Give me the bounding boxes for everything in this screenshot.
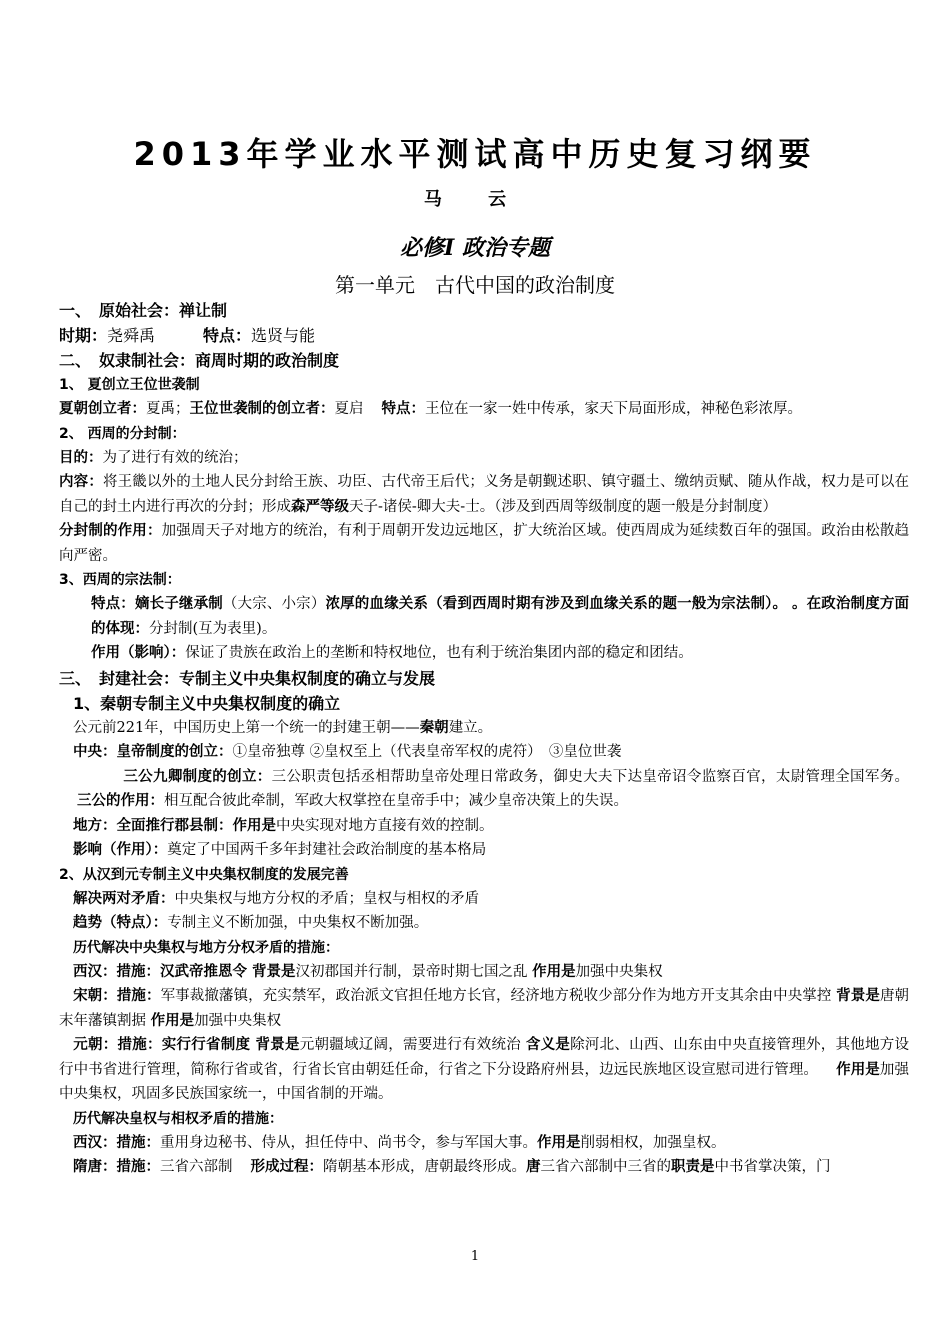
subheading: 2、 西周的分封制： <box>59 425 186 442</box>
label: 宋朝：措施： <box>73 988 161 1004</box>
paragraph <box>59 838 909 863</box>
text: 选贤与能 <box>251 326 316 345</box>
text: 元朝疆域辽阔，需要进行有效统治 <box>299 1037 521 1053</box>
text: 相互配合彼此牵制，军政大权掌控在皇帝手中；减少皇帝决策上的失误。 <box>164 793 628 809</box>
text: 重用身边秘书、侍从，担任侍中、尚书令，参与军国大事。 <box>160 1134 537 1151</box>
label: 西汉：措施： <box>73 1134 160 1151</box>
paragraph <box>59 740 909 765</box>
text: 中央集权与地方分权的矛盾；皇权与相权的矛盾 <box>174 890 479 907</box>
text: 唐朝末年藩镇割据 <box>59 988 910 1029</box>
paragraph <box>59 1155 909 1180</box>
paragraph <box>59 960 909 985</box>
text: 夏禹； <box>146 401 190 417</box>
label: 特点： <box>381 401 425 417</box>
heading-slave-society: 二、 奴隶制社会：商周时期的政治制度 <box>59 351 340 370</box>
emphasis: 森严等级 <box>291 498 349 515</box>
text: 建立。 <box>448 719 493 736</box>
paragraph <box>59 716 909 741</box>
label: 西汉：措施：汉武帝推恩令 背景是 <box>73 963 296 980</box>
label: 元朝：措施：实行行省制度 背景是 <box>73 1037 300 1053</box>
paragraph <box>59 911 909 936</box>
text: 王位在一家一姓中传承，家天下局面形成，神秘色彩浓厚。 <box>425 401 802 417</box>
label: 作用（影响）： <box>91 645 186 661</box>
document-title: 2013年学业水平测试高中历史复习纲要 <box>133 135 817 173</box>
text: 加强周天子对地方的统治，有利于周朝开发边远地区，扩大统治区域。使西周成为延续数百年的强国。政治由松散趋向严密。 <box>59 523 909 564</box>
document-body <box>59 298 909 1180</box>
text: 削弱相权，加强皇权。 <box>580 1134 726 1151</box>
text: 分封制(互为表里)。 <box>149 620 277 637</box>
section-title: 必修Ⅰ 政治专题 <box>400 235 550 261</box>
text: 加强中央集权 <box>194 1012 282 1029</box>
paragraph <box>59 446 909 471</box>
label: 背景是 <box>836 988 880 1004</box>
heading-primitive-society: 一、 原始社会：禅让制 <box>59 301 228 320</box>
label: 影响（作用）： <box>73 842 168 858</box>
text: 尧舜禹 <box>107 326 156 345</box>
text: 专制主义不断加强，中央集权不断加强。 <box>167 915 429 931</box>
text: 加强中央集权，巩固多民族国家统一，中国省制的开端。 <box>59 1061 910 1102</box>
label: 职责是 <box>671 1159 715 1175</box>
paragraph <box>59 765 909 814</box>
text: 三省六部制 <box>160 1159 233 1175</box>
paragraph <box>59 1131 909 1156</box>
page-number: 1 <box>470 1249 480 1264</box>
text: 加强中央集权 <box>575 963 663 980</box>
text: 天子-诸侯-卿大夫-士。（涉及到西周等级制度的题一般是分封制度） <box>349 498 777 515</box>
text: 中央实现对地方直接有效的控制。 <box>276 817 494 834</box>
label: 夏朝创立者： <box>59 401 146 417</box>
subheading: 3、西周的宗法制： <box>59 572 181 588</box>
text: 公元前221年，中国历史上第一个统一的封建王朝—— <box>73 719 420 736</box>
label: 时期： <box>59 326 108 345</box>
subheading: 历代解决中央集权与地方分权矛盾的措施： <box>73 939 339 956</box>
paragraph <box>59 323 909 348</box>
subheading: 2、从汉到元专制主义中央集权制度的发展完善 <box>59 866 349 883</box>
label: 形成过程： <box>250 1159 323 1175</box>
text: ①皇帝独尊 ②皇权至上（代表皇帝军权的虎符） ③皇位世袭 <box>232 744 622 760</box>
text: 夏启 <box>334 401 364 417</box>
label: 分封制的作用： <box>59 523 162 539</box>
paragraph <box>59 814 909 839</box>
label: 特点： <box>203 326 252 345</box>
text: （大宗、小宗） <box>222 596 326 612</box>
label: 内容： <box>59 474 103 490</box>
paragraph <box>59 641 909 666</box>
label: 含义是 <box>525 1037 571 1053</box>
paragraph <box>59 984 909 1033</box>
emphasis: 秦朝 <box>419 719 449 736</box>
text: 三省六部制中三省的 <box>540 1159 671 1175</box>
label: 中央：皇帝制度的创立： <box>73 744 233 760</box>
text: 三公职责包括丞相帮助皇帝处理日常政务，御史大夫下达皇帝诏令监察百官，太尉管理全国军务。 <box>271 768 910 785</box>
paragraph <box>59 1033 909 1107</box>
text: 汉初郡国并行制，景帝时期七国之乱 <box>295 963 528 980</box>
paragraph <box>59 397 909 422</box>
label: 趋势（特点）： <box>73 915 168 931</box>
text: 军事裁撤藩镇，充实禁军，政治派文官担任地方长官，经济地方税收少部分作为地方开支其余由中央掌控 <box>160 988 832 1004</box>
label: 目的： <box>59 449 103 466</box>
paragraph <box>59 470 909 519</box>
heading-feudal-society: 三、 封建社会：专制主义中央集权制度的确立与发展 <box>59 668 436 688</box>
emphasis: 。在政治制度方面的体现： <box>91 596 910 637</box>
paragraph <box>59 592 909 641</box>
label: 隋唐：措施： <box>73 1159 160 1175</box>
text: 将王畿以外的土地人民分封给王族、功臣、古代帝王后代；义务是朝觐述职、镇守疆土、缴纳贡赋、随从作战，权力是可以在自己的封土内进行再次的分封；形成 <box>59 474 910 515</box>
text: 隋朝基本形成，唐朝最终形成。 <box>323 1159 526 1175</box>
label: 作用是 <box>150 1012 195 1029</box>
subheading: 1、 夏创立王位世袭制 <box>59 377 200 393</box>
label: 特点：嫡长子继承制 <box>91 596 223 612</box>
label: 三公九卿制度的创立： <box>123 768 272 785</box>
text: 为了进行有效的统治； <box>102 449 248 466</box>
subheading: 历代解决皇权与相权矛盾的措施： <box>73 1110 283 1127</box>
text: 中书省掌决策，门 <box>714 1159 831 1175</box>
label: 作用是 <box>537 1134 581 1151</box>
label: 作用是 <box>836 1061 880 1078</box>
emphasis: 浓厚的血缘关系（看到西周时期有涉及到血缘关系的题一般为宗法制）。 <box>325 596 788 612</box>
label: 三公的作用： <box>77 793 164 809</box>
subheading: 1、秦朝专制主义中央集权制度的确立 <box>73 693 341 713</box>
label: 解决两对矛盾： <box>73 890 175 907</box>
text: 保证了贵族在政治上的垄断和特权地位，也有利于统治集团内部的稳定和团结。 <box>185 645 693 661</box>
paragraph <box>59 519 909 568</box>
text: 奠定了中国两千多年封建社会政治制度的基本格局 <box>167 842 487 858</box>
emphasis: 唐 <box>526 1159 541 1175</box>
label: 王位世袭制的创立者： <box>189 401 335 417</box>
label: 地方：全面推行郡县制：作用是 <box>73 817 276 834</box>
unit-title: 第一单元 古代中国的政治制度 <box>335 273 615 297</box>
text: 除河北、山西、山东由中央直接管理外，其他地方设行中书省进行管理，简称行省或省，行省长官由朝廷任命，行省之下分设路府州县，边远民族地区设宣慰司进行管理。 <box>59 1037 910 1078</box>
author-name: 马 云 <box>423 189 527 210</box>
paragraph <box>59 887 909 912</box>
label: 作用是 <box>532 963 576 980</box>
